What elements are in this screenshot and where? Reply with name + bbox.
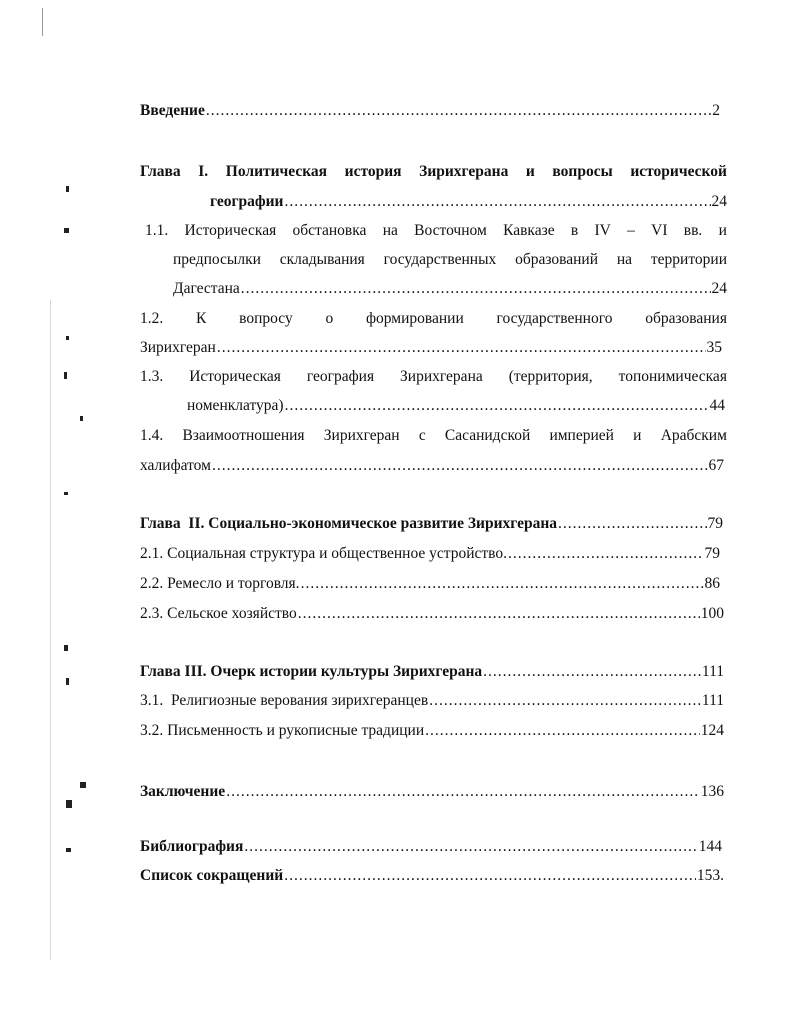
word: география <box>306 368 375 385</box>
toc-page-number: 111 <box>701 692 724 709</box>
toc-leader-dots <box>508 543 703 565</box>
word: Политическая <box>225 163 328 180</box>
toc-page-number: 35 <box>706 339 722 356</box>
toc-entry-title: Заключение <box>140 783 226 800</box>
toc-leader-dots <box>212 455 708 477</box>
toc-chapter-1-title-line2[interactable] <box>210 191 727 213</box>
word: обстановка <box>292 222 367 239</box>
word: – <box>627 222 635 239</box>
toc-section-1-4-line2[interactable] <box>140 455 724 477</box>
toc-page-number: 79 <box>707 515 723 532</box>
word: исторической <box>630 163 727 180</box>
toc-leader-dots <box>244 836 697 858</box>
toc-chapter-1-title-line1[interactable] <box>140 161 727 183</box>
toc-entry-title: Список сокращений <box>140 867 284 884</box>
toc-entry-title: Глава III. Очерк истории культуры Зирихгерана <box>140 663 483 680</box>
toc-entry-intro[interactable] <box>140 100 720 122</box>
word: на <box>616 251 633 268</box>
word: (территория, <box>508 368 593 385</box>
word: Арабским <box>660 427 727 444</box>
toc-entry-title: 2.3. Сельское хозяйство <box>140 605 297 622</box>
word: складывания <box>279 251 365 268</box>
toc-leader-dots <box>284 191 710 213</box>
word: Историческая <box>189 368 281 385</box>
toc-page-number: 144 <box>698 838 722 855</box>
word: Зирихгерана <box>419 163 509 180</box>
toc-entry-title: 2.2. Ремесло и торговля. <box>140 575 300 592</box>
word: образования <box>645 310 727 327</box>
word: история <box>344 163 402 180</box>
toc-page-number: 2 <box>712 102 720 119</box>
word: и <box>718 222 727 239</box>
toc-entry-conclusion[interactable] <box>140 781 724 803</box>
word: 1.4. <box>140 427 164 444</box>
toc-section-1-1-line3[interactable] <box>173 278 727 300</box>
toc-entry-title: 3.2. Письменность и рукописные традиции <box>140 722 425 739</box>
toc-leader-dots <box>483 661 701 683</box>
toc-page-number: 111 <box>701 663 724 680</box>
toc-leader-dots <box>284 865 696 887</box>
word: и <box>633 427 642 444</box>
toc-leader-dots <box>425 720 700 742</box>
toc-leader-dots <box>241 278 711 300</box>
word: Кавказе <box>503 222 555 239</box>
word: вв. <box>683 222 703 239</box>
word: 1.2. <box>140 310 164 327</box>
toc-section-1-2-line1[interactable] <box>140 308 727 330</box>
word: IV <box>594 222 611 239</box>
word: предпосылки <box>173 251 261 268</box>
toc-entry-title: халифатом <box>140 457 211 474</box>
toc-leader-dots <box>206 100 711 122</box>
toc-page-number: 79 <box>704 545 720 562</box>
word: Зирихгерана <box>400 368 483 385</box>
word: и <box>525 163 535 180</box>
toc-section-2-2[interactable] <box>140 573 720 595</box>
toc-section-1-3-line1[interactable] <box>140 366 727 388</box>
toc-page-number: 67 <box>708 457 724 474</box>
word: Глава <box>140 163 181 180</box>
toc-section-1-2-line2[interactable] <box>140 337 722 359</box>
word: образований <box>515 251 599 268</box>
toc-section-2-1[interactable] <box>140 543 720 565</box>
toc-entry-title: Введение <box>140 102 205 119</box>
toc-page-number: 24 <box>711 280 727 297</box>
toc-leader-dots <box>558 513 706 535</box>
word: Восточном <box>414 222 487 239</box>
word: вопросу <box>239 310 293 327</box>
toc-entry-title: Глава II. Социально-экономическое развитие Зирихгерана <box>140 515 558 532</box>
scan-edge-line <box>50 300 51 960</box>
word: о <box>325 310 334 327</box>
word: территории <box>650 251 727 268</box>
word: VI <box>651 222 668 239</box>
word: государственного <box>496 310 613 327</box>
word: I. <box>198 163 209 180</box>
toc-section-3-1[interactable] <box>140 690 724 712</box>
toc-page-number: 136 <box>700 783 724 800</box>
toc-entry-abbreviations[interactable] <box>140 865 724 887</box>
toc-chapter-2[interactable] <box>140 513 723 535</box>
toc-page-number: 24 <box>711 193 727 210</box>
word: 1.1. <box>145 222 169 239</box>
toc-section-1-3-line2[interactable] <box>187 395 725 417</box>
toc-section-1-1-line2[interactable] <box>173 249 727 271</box>
toc-page-number: 124 <box>700 722 724 739</box>
toc-section-1-4-line1[interactable] <box>140 425 727 447</box>
toc-page-number: 44 <box>709 397 725 414</box>
toc-leader-dots <box>226 781 700 803</box>
toc-section-2-3[interactable] <box>140 603 724 625</box>
word: в <box>570 222 579 239</box>
toc-leader-dots <box>217 337 706 359</box>
toc-leader-dots <box>429 690 701 712</box>
word: вопросы <box>552 163 613 180</box>
word: топонимическая <box>618 368 727 385</box>
toc-leader-dots <box>285 395 709 417</box>
toc-leader-dots <box>298 603 700 625</box>
toc-page-number: 100 <box>700 605 724 622</box>
toc-section-3-2[interactable] <box>140 720 724 742</box>
toc-entry-title: Библиография <box>140 838 244 855</box>
word: К <box>196 310 207 327</box>
word: Взаимоотношения <box>182 427 305 444</box>
word: 1.3. <box>140 368 164 385</box>
word: на <box>382 222 398 239</box>
toc-entry-title: номенклатура) <box>187 397 284 414</box>
word: Зирихгеран <box>323 427 400 444</box>
toc-entry-title: географии <box>210 193 284 210</box>
word: формировании <box>365 310 464 327</box>
word: Историческая <box>184 222 277 239</box>
word: империей <box>549 427 614 444</box>
word: государственных <box>383 251 497 268</box>
toc-page-number: 86 <box>704 575 720 592</box>
toc-entry-title: 2.1. Социальная структура и общественное устройство. <box>140 545 508 562</box>
toc-chapter-3[interactable] <box>140 661 724 683</box>
toc-leader-dots <box>301 573 704 595</box>
word: Сасанидской <box>444 427 531 444</box>
scan-edge-mark <box>42 8 43 36</box>
toc-section-1-1-line1[interactable] <box>145 220 727 242</box>
toc-entry-title: 3.1. Религиозные верования зирихгеранцев <box>140 692 429 709</box>
toc-entry-title: Зирихгеран <box>140 339 216 356</box>
toc-page-number: 153. <box>696 867 724 884</box>
word: с <box>418 427 426 444</box>
toc-entry-title: Дагестана <box>173 280 240 297</box>
toc-entry-bibliography[interactable] <box>140 836 722 858</box>
